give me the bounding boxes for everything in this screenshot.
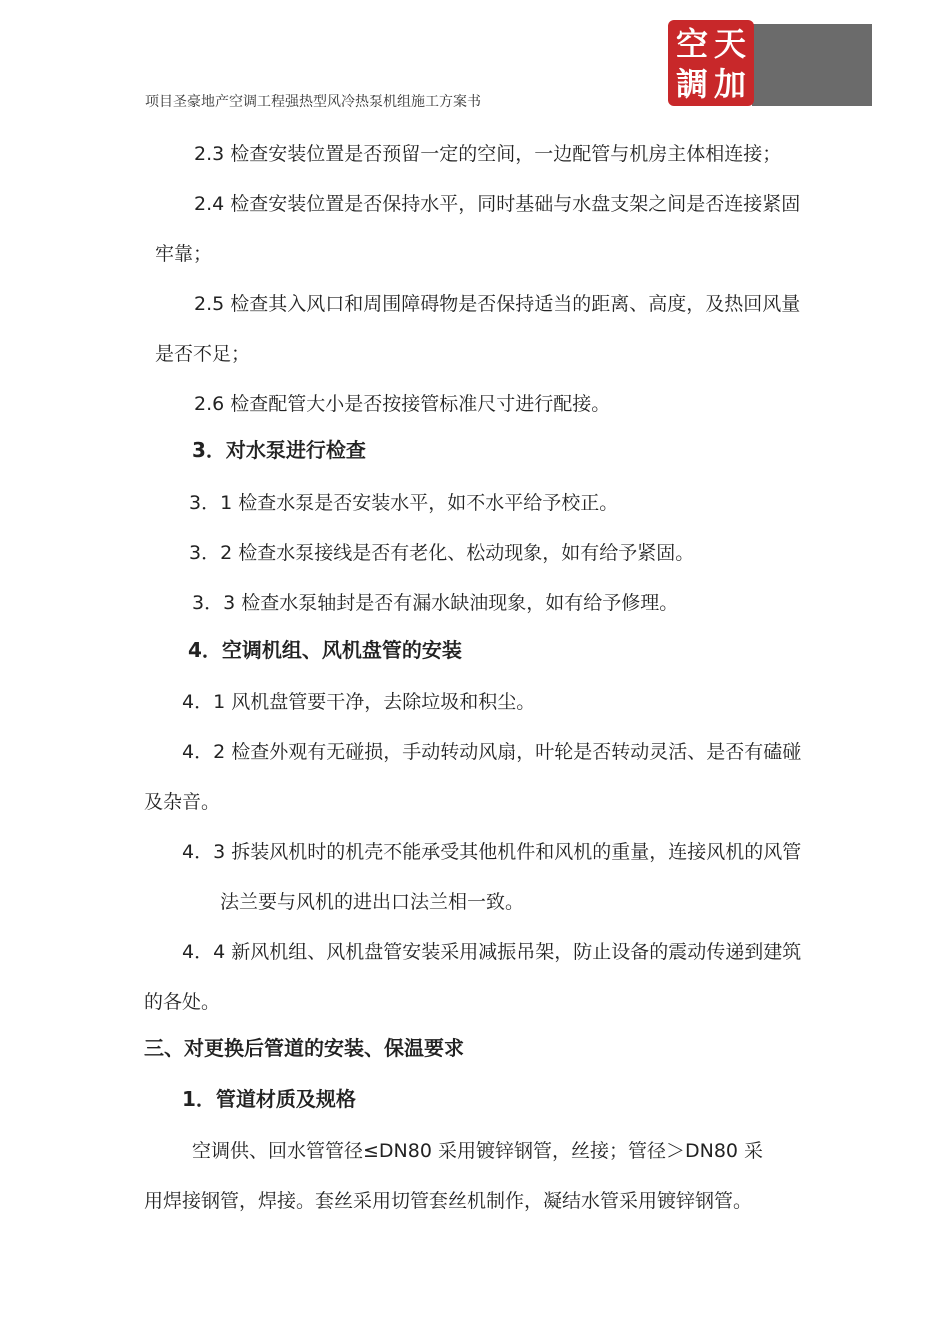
company-logo [668, 20, 872, 106]
body-line: 的各处。 [144, 991, 221, 1013]
body-line: 2.3 检查安装位置是否预留一定的空间，一边配管与机房主体相连接； [194, 143, 782, 165]
section-heading: 1．管道材质及规格 [182, 1087, 356, 1111]
body-line: 2.6 检查配管大小是否按接管标准尺寸进行配接。 [194, 393, 611, 415]
logo-char: 空 [675, 25, 708, 63]
body-line: 及杂音。 [144, 791, 221, 813]
body-line: 4．2 检查外观有无碰损，手动转动风扇，叶轮是否转动灵活、是否有磕碰 [182, 741, 802, 763]
body-line: 牢靠； [155, 243, 213, 265]
body-line: 4．4 新风机组、风机盘管安装采用减振吊架，防止设备的震动传递到建筑 [182, 941, 802, 963]
logo-red-block [668, 20, 754, 106]
logo-gray-block [752, 24, 872, 106]
body-line: 2.4 检查安装位置是否保持水平，同时基础与水盘支架之间是否连接紧固 [194, 193, 801, 215]
body-line: 4．3 拆装风机时的机壳不能承受其他机件和风机的重量，连接风机的风管 [182, 841, 802, 863]
section-heading: 4．空调机组、风机盘管的安装 [188, 638, 462, 662]
body-line: 空调供、回水管管径≤DN80 采用镀锌钢管，丝接；管径＞DN80 采 [192, 1140, 764, 1162]
document-header-title: 项目圣豪地产空调工程强热型风冷热泵机组施工方案书 [145, 94, 481, 110]
body-line: 3．3 检查水泵轴封是否有漏水缺油现象，如有给予修理。 [192, 592, 679, 614]
section-heading: 3．对水泵进行检查 [192, 438, 366, 462]
body-line: 3．1 检查水泵是否安装水平，如不水平给予校正。 [189, 492, 619, 514]
logo-char: 加 [713, 65, 746, 103]
body-line: 用焊接钢管，焊接。套丝采用切管套丝机制作，凝结水管采用镀锌钢管。 [144, 1190, 753, 1212]
body-line: 4．1 风机盘管要干净，去除垃圾和积尘。 [182, 691, 536, 713]
body-line: 3．2 检查水泵接线是否有老化、松动现象，如有给予紧固。 [189, 542, 695, 564]
chapter-heading: 三、对更换后管道的安装、保温要求 [144, 1036, 464, 1060]
body-line: 是否不足； [155, 343, 251, 365]
body-line: 法兰要与风机的进出口法兰相一致。 [220, 891, 525, 913]
logo-char: 天 [713, 25, 746, 63]
body-line: 2.5 检查其入风口和周围障碍物是否保持适当的距离、高度，及热回风量 [194, 293, 801, 315]
logo-char: 調 [675, 65, 708, 103]
